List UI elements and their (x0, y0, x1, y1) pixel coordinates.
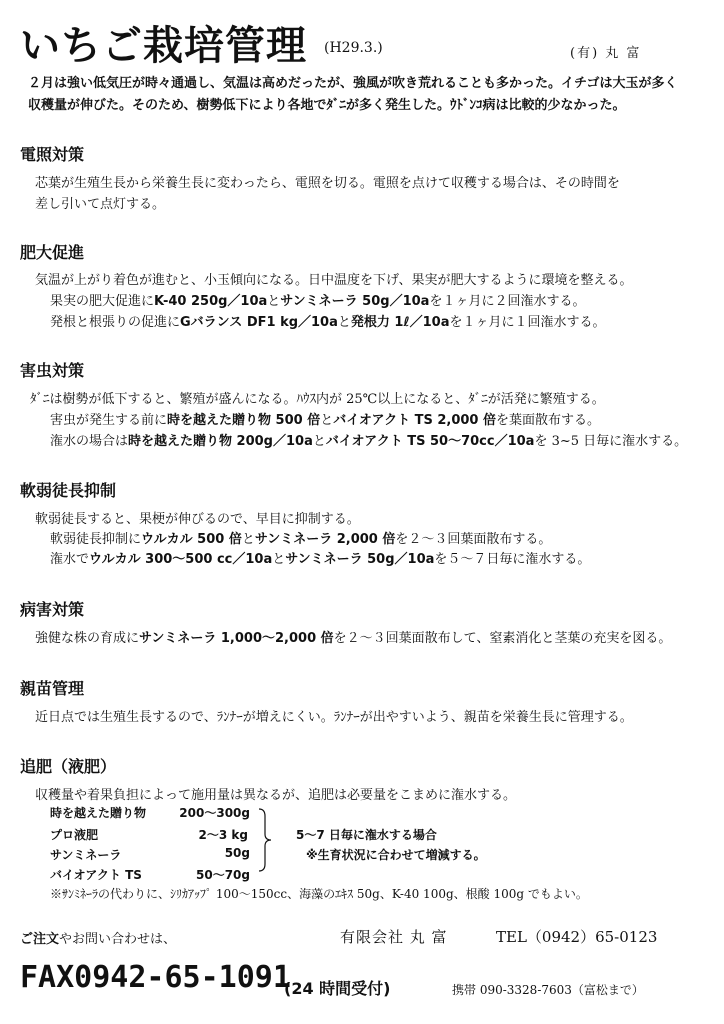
fertilizer-name: バイオアクト TS (50, 868, 142, 882)
text: と (337, 315, 351, 330)
product-urukaru: ウルカル 500 倍 (141, 532, 242, 547)
section-heading-enlargement: 肥大促進 (20, 243, 85, 262)
order-inquiry-text (20, 928, 176, 947)
issue-date: (H29.3.) (324, 40, 383, 56)
text: を２～３回葉面散布する。 (395, 532, 552, 547)
tel-number: TEL（0942）65-0123 (496, 928, 658, 946)
text: 果実の肥大促進に (50, 294, 155, 309)
product-g-balance: Gバランス DF1 kg／10a (180, 315, 338, 330)
fertilizer-name: プロ液肥 (50, 828, 99, 842)
product-bioact: バイオアクト TS 2,000 倍 (333, 413, 496, 428)
company-name-footer: 有限会社 丸 富 (340, 928, 448, 946)
order-label: ご注文 (20, 932, 60, 947)
section-heading-etiolation: 軟弱徒長抑制 (20, 481, 117, 500)
lighting-line-2: 差し引いて点灯する。 (35, 197, 166, 212)
product-sanminera: サンミネーラ 50g／10a (285, 552, 435, 567)
product-sanminera: サンミネーラ 50g／10a (280, 294, 430, 309)
text: 発根と根張りの促進に (50, 315, 181, 330)
intro-line-1: ２月は強い低気圧が時々通過し、気温は高めだったが、強風が吹き荒れることも多かった。イチゴは大玉が多く (28, 76, 678, 91)
topdressing-note-interval: 5～7 日毎に潅水する場合 (296, 828, 437, 842)
text: と (272, 552, 286, 567)
text: と (267, 294, 281, 309)
pests-line-2 (50, 409, 600, 428)
product-sanminera: サンミネーラ 1,000～2,000 倍 (139, 631, 334, 646)
text: 強健な株の育成に (35, 631, 140, 646)
text: を５～７日毎に潅水する。 (434, 552, 591, 567)
etiolation-line-3 (50, 548, 590, 567)
fertilizer-amount: 2～3 kg (198, 828, 248, 842)
section-heading-pests: 害虫対策 (20, 361, 85, 380)
product-k40: K-40 250g／10a (154, 294, 268, 309)
company-name-header: (有) 丸 富 (570, 46, 642, 61)
product-hakkonryoku: 発根力 1ℓ／10a (350, 315, 450, 330)
etiolation-line-1: 軟弱徒長すると、果梗が伸びるので、早目に抑制する。 (35, 512, 360, 527)
fertilizer-name: 時を越えた贈り物 (50, 806, 147, 820)
topdressing-footnote: ※ｻﾝﾐﾈｰﾗの代わりに、ｼﾘｶｱｯﾌﾟ 100～150cc、海藻のｴｷｽ 50g、K-40 100g、根酸 100g でもよい。 (50, 887, 588, 901)
product-tokiokoeta: 時を越えた贈り物 500 倍 (167, 413, 321, 428)
section-heading-lighting: 電照対策 (20, 145, 85, 164)
text: と (312, 434, 326, 449)
text: 潅水で (50, 552, 90, 567)
enlargement-line-2 (50, 290, 585, 309)
etiolation-line-2 (50, 528, 551, 547)
section-heading-disease: 病害対策 (20, 600, 85, 619)
product-tokiokoeta: 時を越えた贈り物 200g／10a (128, 434, 313, 449)
text: やお問い合わせは、 (59, 932, 177, 947)
lighting-line-1: 芯葉が生殖生長から栄養生長に変わったら、電照を切る。電照を点けて収穫する場合は、その時間を (35, 176, 620, 191)
topdressing-line-1: 収穫量や着果負担によって施用量は異なるが、追肥は必要量をこまめに潅水する。 (35, 788, 517, 803)
text: を１ヶ月に２回潅水する。 (429, 294, 586, 309)
product-sanminera: サンミネーラ 2,000 倍 (254, 532, 396, 547)
fax-hours: (24 時間受付) (284, 979, 391, 998)
section-heading-topdressing: 追肥（液肥） (20, 757, 117, 776)
text: 害虫が発生する前に (50, 413, 168, 428)
fertilizer-amount: 200～300g (179, 806, 250, 820)
pests-line-3 (50, 430, 687, 449)
disease-line-1 (35, 627, 671, 646)
fertilizer-amount: 50g (224, 846, 250, 860)
product-bioact: バイオアクト TS 50～70cc／10a (325, 434, 535, 449)
text: 潅水の場合は (50, 434, 129, 449)
seedlings-line-1: 近日点では生殖生長するので、ﾗﾝﾅｰが増えにくい。ﾗﾝﾅｰが出やすいよう、親苗を栄養生長に管理する。 (35, 710, 633, 725)
mobile-number: 携帯 090-3328-7603（富松まで） (452, 983, 644, 997)
text: を１ヶ月に１回潅水する。 (449, 315, 606, 330)
text: を２～３回葉面散布して、窒素消化と茎葉の充実を図る。 (333, 631, 672, 646)
right-brace-icon (258, 808, 272, 872)
text: を葉面散布する。 (496, 413, 601, 428)
fertilizer-name: サンミネーラ (50, 848, 122, 862)
text: を 3~5 日毎に潅水する。 (534, 434, 688, 449)
page-title: いちご栽培管理 (20, 23, 307, 69)
text: と (241, 532, 255, 547)
fertilizer-amount: 50～70g (196, 868, 250, 882)
text: 軟弱徒長抑制に (50, 532, 142, 547)
text: と (320, 413, 334, 428)
enlargement-line-1: 気温が上がり着色が進むと、小玉傾向になる。日中温度を下げ、果実が肥大するように環境を整える。 (35, 273, 633, 288)
fax-number: FAX0942-65-1091 (20, 960, 291, 995)
enlargement-line-3 (50, 311, 606, 330)
intro-line-2: 収穫量が伸びた。そのため、樹勢低下により各地でﾀﾞﾆが多く発生した。ｳﾄﾞﾝｺ病は比較的少なかった。 (28, 98, 626, 113)
section-heading-seedlings: 親苗管理 (20, 679, 85, 698)
product-urukaru: ウルカル 300～500 cc／10a (89, 552, 273, 567)
pests-line-1: ﾀﾞﾆは樹勢が低下すると、繁殖が盛んになる。ﾊｳｽ内が 25℃以上になると、ﾀﾞﾆが活発に繁殖する。 (30, 392, 605, 407)
topdressing-note-adjust: ※生育状況に合わせて増減する。 (306, 848, 486, 862)
